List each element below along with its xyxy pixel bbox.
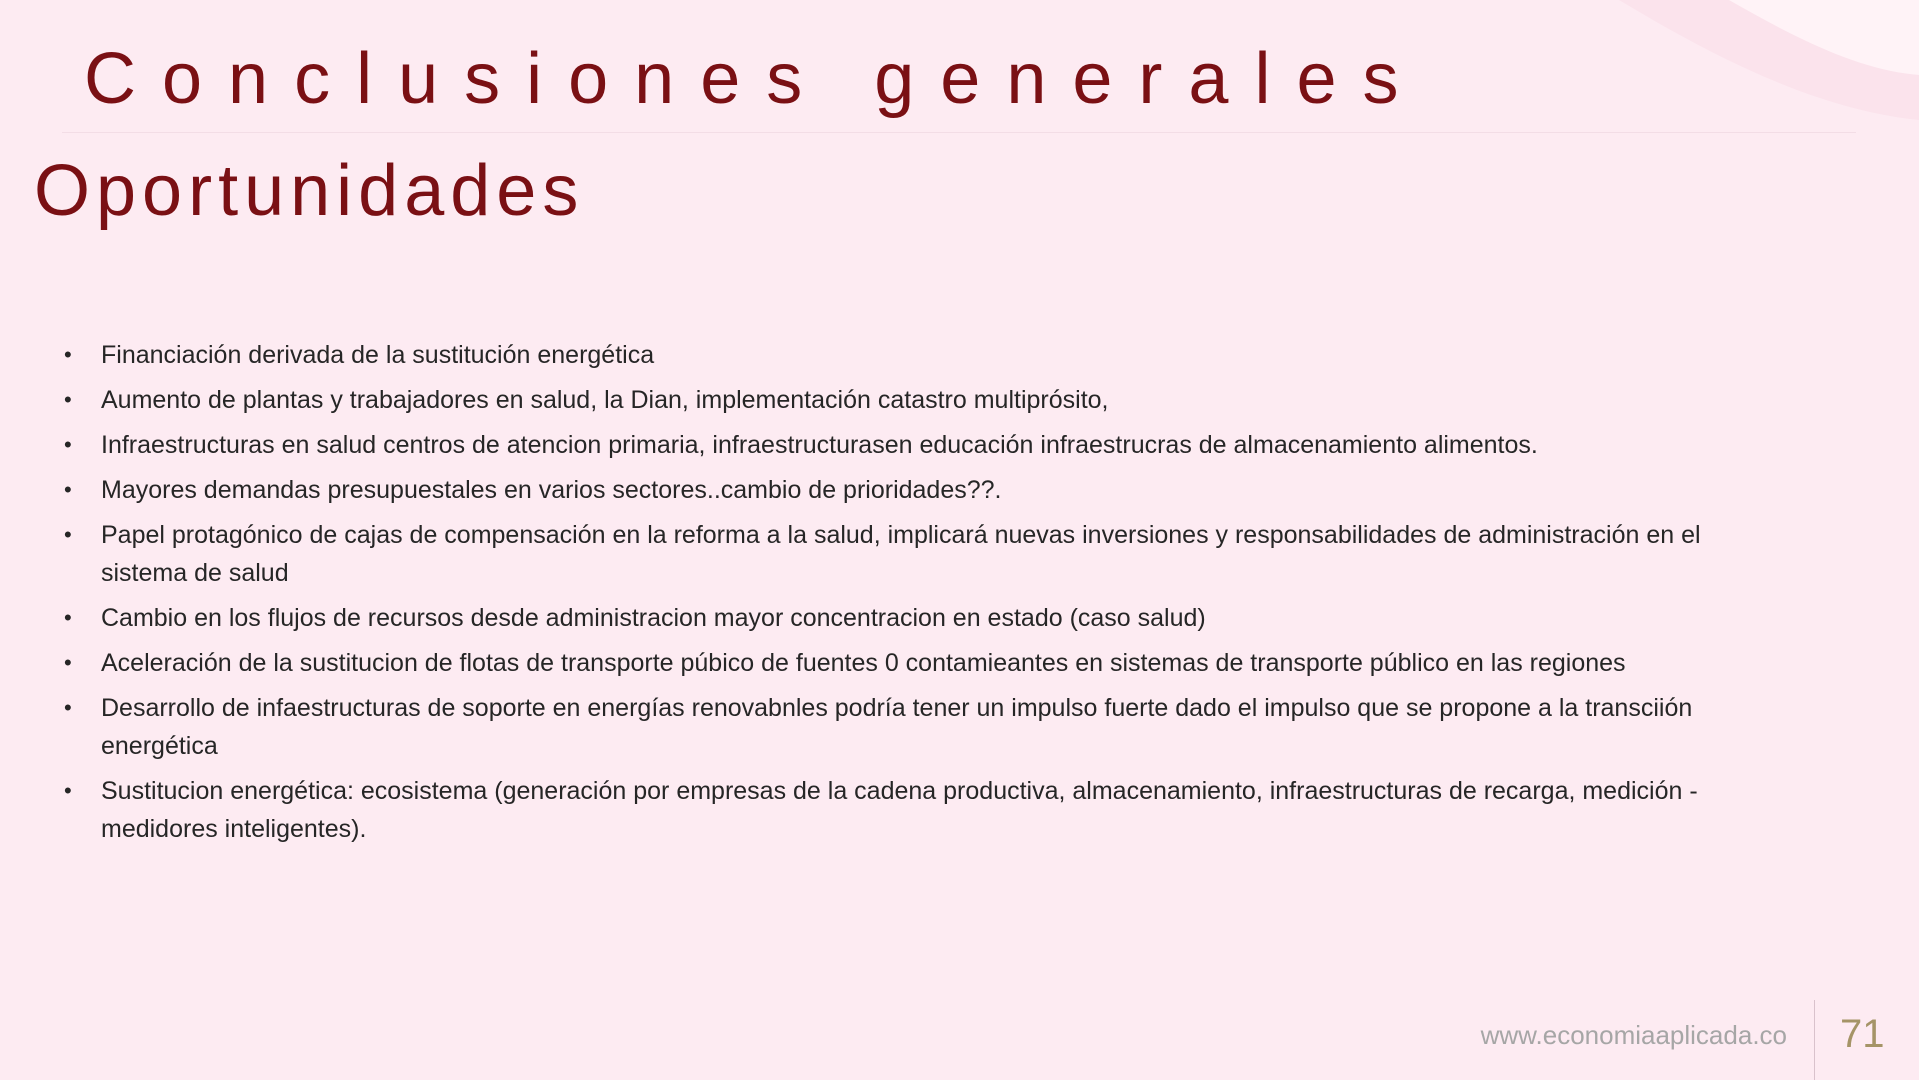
bullet-glyph: • <box>64 432 72 457</box>
footer-divider <box>1814 1000 1815 1080</box>
bullet-item <box>62 426 1762 464</box>
bullet-text: Sustitucion energética: ecosistema (generación por empresas de la cadena productiva, almacenamiento, infraestructuras de recarga, medición - medidores inteligentes). <box>101 777 1698 843</box>
bullet-item <box>62 471 1762 509</box>
bullet-glyph: • <box>64 342 72 367</box>
bullet-list <box>62 336 1762 855</box>
bullet-text: Financiación derivada de la sustitución energética <box>101 341 655 369</box>
bullet-item <box>62 644 1762 682</box>
page-number: 71 <box>1840 1012 1885 1056</box>
bullet-glyph: • <box>64 387 72 412</box>
bullet-text: Desarrollo de infaestructuras de soporte en energías renovabnles podría tener un impulso fuerte dado el impulso que se propone a la transciión energética <box>101 694 1693 760</box>
bullet-item <box>62 772 1762 848</box>
bullet-glyph: • <box>64 522 72 547</box>
bullet-item <box>62 599 1762 637</box>
bullet-item <box>62 336 1762 374</box>
bullet-glyph: • <box>64 695 72 720</box>
bullet-text: Aceleración de la sustitucion de flotas de transporte púbico de fuentes 0 contamieantes en sistemas de transporte público en las regiones <box>101 649 1626 677</box>
bullet-glyph: • <box>64 650 72 675</box>
footer-website-link[interactable]: www.economiaaplicada.co <box>1480 1020 1787 1050</box>
bullet-item <box>62 689 1762 765</box>
title-divider <box>62 132 1856 133</box>
bullet-glyph: • <box>64 605 72 630</box>
bullet-text: Infraestructuras en salud centros de atencion primaria, infraestructurasen educación infraestrucras de almacenamiento alimentos. <box>101 431 1538 459</box>
bullet-text: Aumento de plantas y trabajadores en salud, la Dian, implementación catastro multiprósito, <box>101 386 1109 414</box>
bullet-text: Papel protagónico de cajas de compensación en la reforma a la salud, implicará nuevas inversiones y responsabilidades de administración en el sistema de salud <box>101 521 1701 587</box>
bullet-glyph: • <box>64 477 72 502</box>
slide-title: Conclusiones generales <box>84 39 1425 119</box>
decorative-wave <box>1499 0 1919 220</box>
bullet-item <box>62 381 1762 419</box>
bullet-item <box>62 516 1762 592</box>
bullet-glyph: • <box>64 778 72 803</box>
bullet-text: Mayores demandas presupuestales en varios sectores..cambio de prioridades??. <box>101 476 1002 504</box>
bullet-text: Cambio en los flujos de recursos desde administracion mayor concentracion en estado (caso salud) <box>101 604 1206 632</box>
section-subtitle: Oportunidades <box>34 151 585 231</box>
